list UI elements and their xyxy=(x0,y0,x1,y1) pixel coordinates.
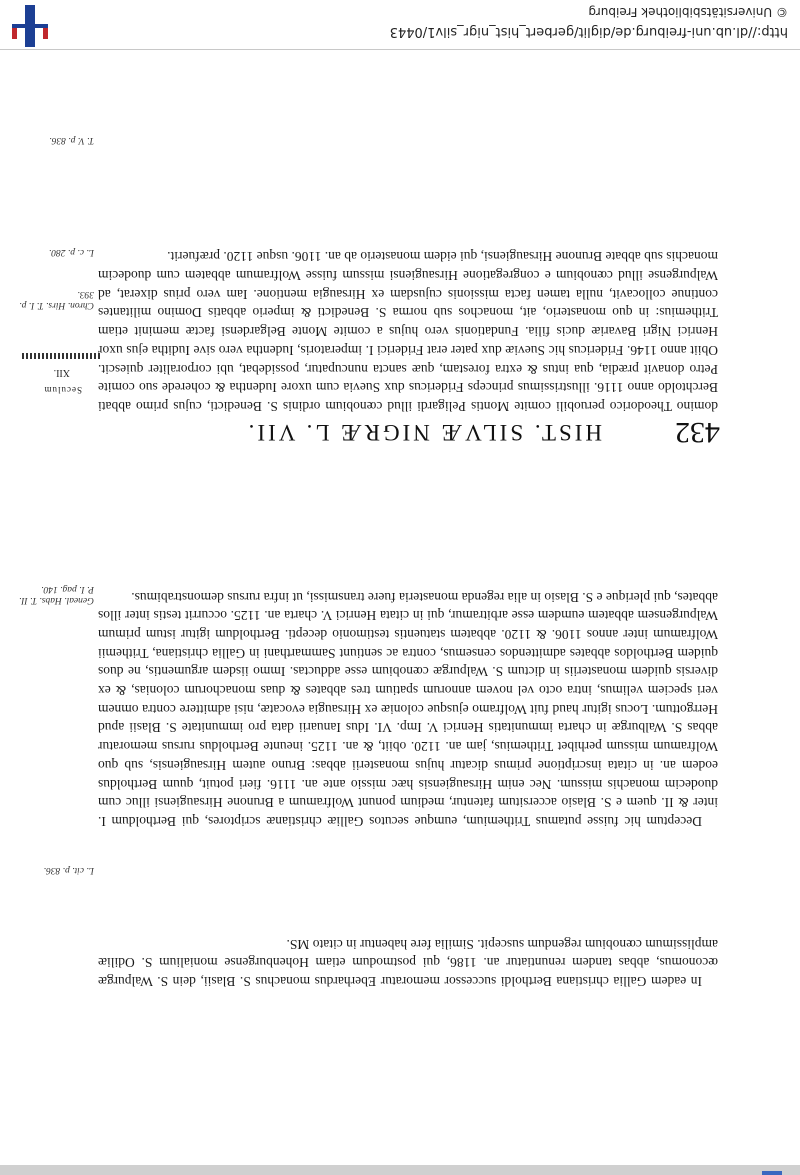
paragraph-text: Deceptum hic fuisse putamus Trithemium, eumque secutos Galliæ christianæ scriptores, qui Bertholdum I. inter & II. quem e S. Blasio accersitum fatentur, medium ponunt Wolframum a Brunone Hirsaugiensi illuc cum duodecim monachis missum. Nec enim Hirsaugiensis hæc missio ante an. 1116. fieri potuit, quum Bertholdus eodem an. in citata inscriptione primus dicatur hujus monasterii abbas: Bruno autem Hirsaugiensis, sub quo Wolframum missum perhibet Trithemius, jam an. 1120. obiit, & an. 1125. ineunte Bertholdus rursus memoratur abbas S. Walburgæ in charta immunitatis Henrici V. Imp. VI. Idus Ianuarii data pro immunitate S. Blasii apud Herrgottum. Locus igitur haud fuit Wolframo ejusque coloniæ ex Hirsaugia evocatæ, nisi admittere contra omnem veri speciem velimus, intra octo vel novem annorum spatium tres abbates & duas monachorum colonias, & ex diversis quidem monasteriis in dictum S. Walpurgæ cœnobium esse adductas. Immo iisdem argumentis, ne duos quidem Bertholdos abbates admittendos censemus, contra ac sentiunt Sammarthani in Gallia christiana, Trithemii Wolframum inter annos 1106. & 1120. abbatem statuentis testimonio decepti. Bertholdum igitur istum primum Walpurgensem abbatem eumdem esse arbitramur, qui in citata Henrici V. charta an. 1125. occurrit testis inter illos abbates, qui plerique e S. Blasio in alia regenda monasteria fuere transmissi, ut infra rursus demonstrabimus. xyxy=(98,589,718,829)
sidenote: L. cit. p. 836. xyxy=(43,865,94,875)
paragraph-text: domino Theodorico peruobili comite Montis Peligardi illud cœnobium ordinis S. Benedicti, cujus primo abbati Berchtoldo anno 1116. illustrissimus princeps Fridericus dux Suevia cum uxore Iudentha & coherede suo comite Petro donavit prædia, qua intus & extra forestam, quæ sancta nuncupatur, possidebat, ubi corporaliter quiescit. Obiit anno 1146. Fridericus hic Sueviæ dux pater erat Friderici I. imperatoris, Iudentha vero sive Iuditha ejus uxor Henrici Nigri Bavariæ ducis filia. Fundationis vero hujus a comite Monte Belgardensi factæ meminit etiam Trithemius: in quo monasterio, ait, monachos sub norma S. Benedicti & imperio abbatis Domino militantes continue collocavit, nulla tamen facta missionis cujusdam ex Hirsaugia mentione. Iam vero prius dixerat, ad Walpurgense illud cœnobium e congregatione Hirsaugiensi missum fuisse Wolframum abbatem cum duodecim monachis sub abbate Brunone Hirsaugiensi, qui eidem monasterio ab an. 1106. usque 1120. præfuerit. xyxy=(98,249,718,414)
page-number: 432 xyxy=(675,416,720,449)
sidenote: Chron. Hirs. T. I. p. 393. xyxy=(19,289,94,310)
copyright-text: © Universitätsbibliothek Freiburg xyxy=(588,5,788,19)
footer-bar xyxy=(0,1165,800,1175)
rubric-rule xyxy=(20,353,100,359)
source-url-link[interactable]: http://dl.ub.uni-freiburg.de/diglit/gerbert_hist_nigr_silv1/0443 xyxy=(389,24,788,39)
paragraph-text: In eadem Gallia christiana Bertholdi successor memoratur Eberhardus monachus S. Blasii, dein S. Walpurgæ œconomus, abbas tandem renuntiatur an. 1186, qui postmodum etiam Hohenburgense monialium S. Odiliæ amplissimum cœnobium regendum suscepit. Similia fere habentur in citato MS. xyxy=(98,936,718,989)
viewer-header xyxy=(0,0,800,50)
running-head xyxy=(0,413,800,449)
sidenote: L. c. p. 280. xyxy=(48,247,94,257)
sidenote: Geneal. Habs. T. II. P. I. pag. 140. xyxy=(18,584,94,605)
century-number: XII. xyxy=(53,367,70,378)
paragraph-3 xyxy=(98,840,718,990)
paragraph-2 xyxy=(98,445,718,830)
century-rubric: Seculum xyxy=(43,385,82,395)
university-logo-icon xyxy=(8,5,52,47)
running-title: HIST. SILVÆ NIGRÆ L. VII. xyxy=(245,420,602,445)
scanned-page xyxy=(0,50,800,1165)
sidenote: T. V. p. 836. xyxy=(49,135,94,145)
paragraph-1 xyxy=(98,125,718,415)
footer-accent xyxy=(762,1171,782,1175)
